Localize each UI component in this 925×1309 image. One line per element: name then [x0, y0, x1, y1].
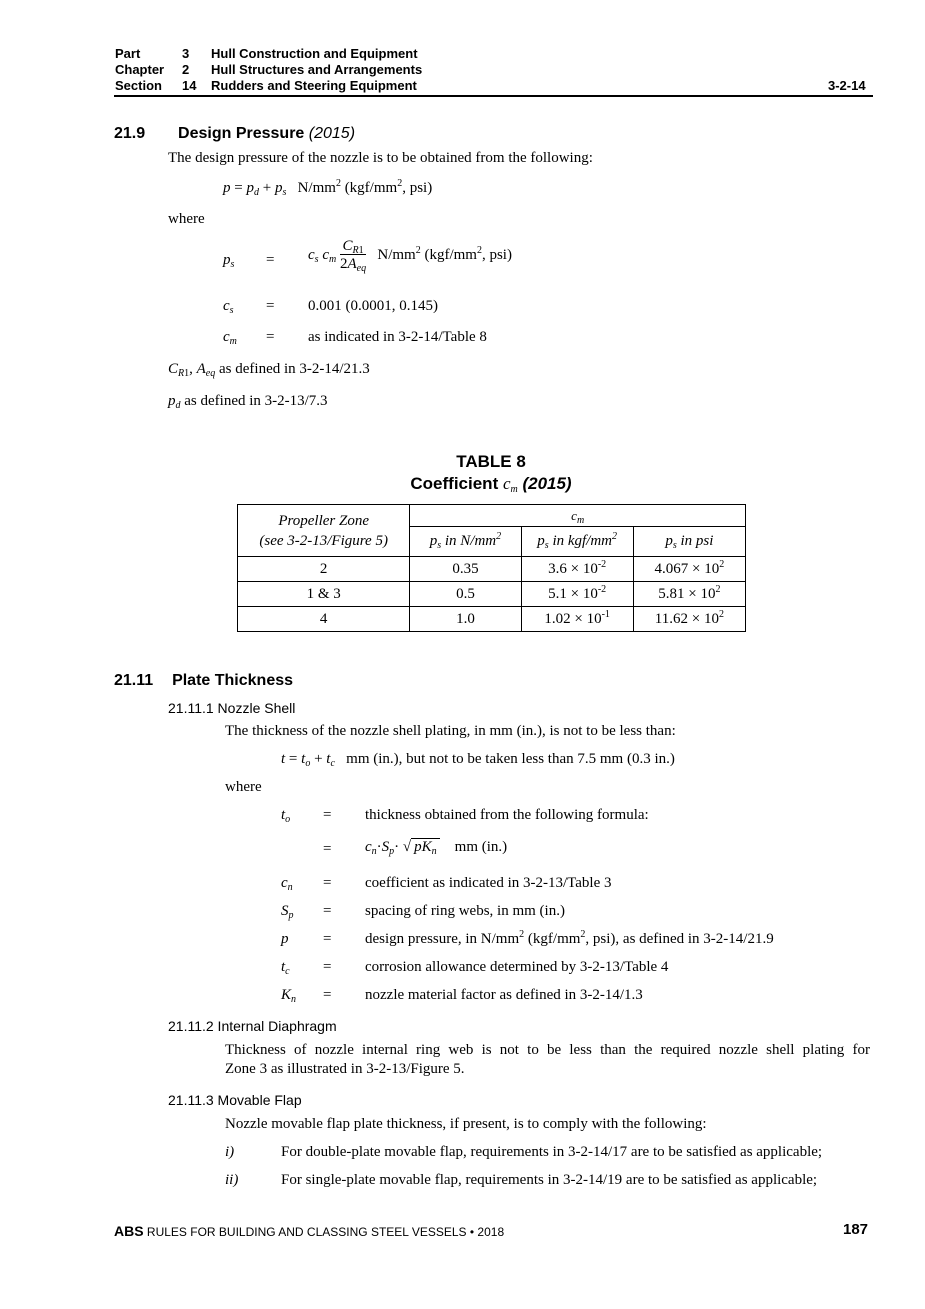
- table-title: TABLE 8: [456, 452, 526, 471]
- table-header-ps-nmm2: $p_s$ in $N/mm^2$: [410, 527, 521, 557]
- definition-pd: $p_d$ as defined in 3-2-13/7.3: [168, 393, 328, 411]
- equals-sign: =: [266, 329, 275, 345]
- equals-sign: =: [323, 807, 332, 823]
- list-item: For single-plate movable flap, requirements in 3-2-14/19 are to be satisfied as applicable;: [281, 1172, 818, 1188]
- table-row: 2 0.35 $3.6 \times 10^{-2}$ $4.067 \times 10^2$: [238, 557, 746, 582]
- cn-symbol: $c_n$: [281, 875, 293, 893]
- section-heading-21-9: 21.9 Design Pressure (2015): [114, 125, 356, 142]
- to-symbol: $t_o$: [281, 807, 291, 825]
- table-header-ps-kgfmm2: $p_s$ in kgf/$mm^2$: [521, 527, 633, 557]
- sp-definition: spacing of ring webs, in mm (in.): [365, 903, 565, 919]
- equals-sign: =: [323, 875, 332, 891]
- equals-sign: =: [266, 252, 275, 268]
- table-header-cm: $c_m$: [410, 505, 746, 527]
- tc-definition: corrosion allowance determined by 3-2-13/Table 4: [365, 959, 669, 975]
- page-number: 187: [843, 1221, 869, 1238]
- equals-sign: =: [266, 298, 275, 314]
- paragraph-internal-diaphragm-line1: Thickness of nozzle internal ring web is not to be less than the required nozzle shell plating for: [225, 1042, 870, 1058]
- footer-brand: ABS: [114, 1223, 144, 1239]
- paragraph-movable-flap-intro: Nozzle movable flap plate thickness, if present, is to comply with the following:: [225, 1116, 707, 1132]
- sp-symbol: $S_p$: [281, 903, 294, 921]
- cn-definition: coefficient as indicated in 3-2-13/Table 3: [365, 875, 612, 891]
- subsection-heading-internal-diaphragm: 21.11.2 Internal Diaphragm: [168, 1018, 337, 1034]
- definition-cr1-aeq: $C_{R1}$, $A_{eq}$ as defined in 3-2-14/21.3: [168, 361, 370, 379]
- where-label: where: [225, 779, 262, 795]
- p-definition: design pressure, in $N/mm^2$ ($kgf/mm^2$, psi), as defined in 3-2-14/21.9: [365, 929, 774, 947]
- table-subtitle: Coefficient $c_m$ (2015): [410, 474, 572, 495]
- equals-sign: =: [323, 931, 332, 947]
- table-row: 1 & 3 0.5 $5.1 \times 10^{-2}$ $5.81 \times 10^2$: [238, 582, 746, 607]
- list-item: For double-plate movable flap, requirements in 3-2-14/17 are to be satisfied as applicable;: [281, 1144, 823, 1160]
- formula-thickness: $t = t_o + t_c$ mm (in.), but not to be taken less than 7.5 mm (0.3 in.): [281, 751, 675, 769]
- table-header-ps-psi: $p_s$ in psi: [633, 527, 745, 557]
- equals-sign: =: [323, 841, 332, 857]
- formula-ps: $c_s$ $c_m$ $\frac{C_{R1}}{2A_{eq}}$ $N/mm^2$ ($kgf/mm^2$, psi): [308, 238, 512, 274]
- section-heading-21-11: 21.11 Plate Thickness: [114, 672, 294, 689]
- kn-definition: nozzle material factor as defined in 3-2-14/1.3: [365, 987, 643, 1003]
- equals-sign: =: [323, 903, 332, 919]
- paragraph-design-pressure-intro: The design pressure of the nozzle is to be obtained from the following:: [168, 150, 593, 166]
- cm-value: as indicated in 3-2-14/Table 8: [308, 329, 487, 345]
- footer-publication: ABS RULES FOR BUILDING AND CLASSING STEEL VESSELS • 2018: [114, 1223, 505, 1239]
- header-page-ref: 3-2-14: [828, 78, 866, 93]
- subsection-heading-movable-flap: 21.11.3 Movable Flap: [168, 1092, 302, 1108]
- list-item-marker: i): [225, 1144, 235, 1160]
- cm-symbol: $c_m$: [223, 329, 237, 347]
- formula-design-pressure: $p = p_d + p_s$ $N/mm^2$ ($kgf/mm^2$, psi): [223, 178, 433, 198]
- paragraph-internal-diaphragm-line2: Zone 3 as illustrated in 3-2-13/Figure 5.: [225, 1061, 465, 1077]
- subsection-heading-nozzle-shell: 21.11.1 Nozzle Shell: [168, 700, 296, 716]
- formula-to: $c_n\cdot S_p\cdot$ √ $pK_n$ mm (in.): [365, 839, 508, 857]
- p-symbol: p: [281, 931, 289, 947]
- to-definition: thickness obtained from the following formula:: [365, 807, 649, 823]
- where-label: where: [168, 211, 205, 227]
- paragraph-nozzle-shell-intro: The thickness of the nozzle shell plating, in mm (in.), is not to be less than:: [225, 723, 676, 739]
- header-rule: [114, 95, 873, 97]
- equals-sign: =: [323, 959, 332, 975]
- table-row: 4 1.0 $1.02 \times 10^{-1}$ $11.62 \times 10^2$: [238, 607, 746, 632]
- coefficient-table: [237, 504, 746, 632]
- ps-symbol: $p_s$: [223, 252, 235, 270]
- tc-symbol: $t_c$: [281, 959, 290, 977]
- list-item-marker: ii): [225, 1172, 239, 1188]
- cs-value: 0.001 (0.0001, 0.145): [308, 298, 438, 314]
- table-header-zone: Propeller Zone (see 3-2-13/Figure 5): [238, 505, 410, 557]
- equals-sign: =: [323, 987, 332, 1003]
- kn-symbol: $K_n$: [281, 987, 297, 1005]
- cs-symbol: $c_s$: [223, 298, 234, 316]
